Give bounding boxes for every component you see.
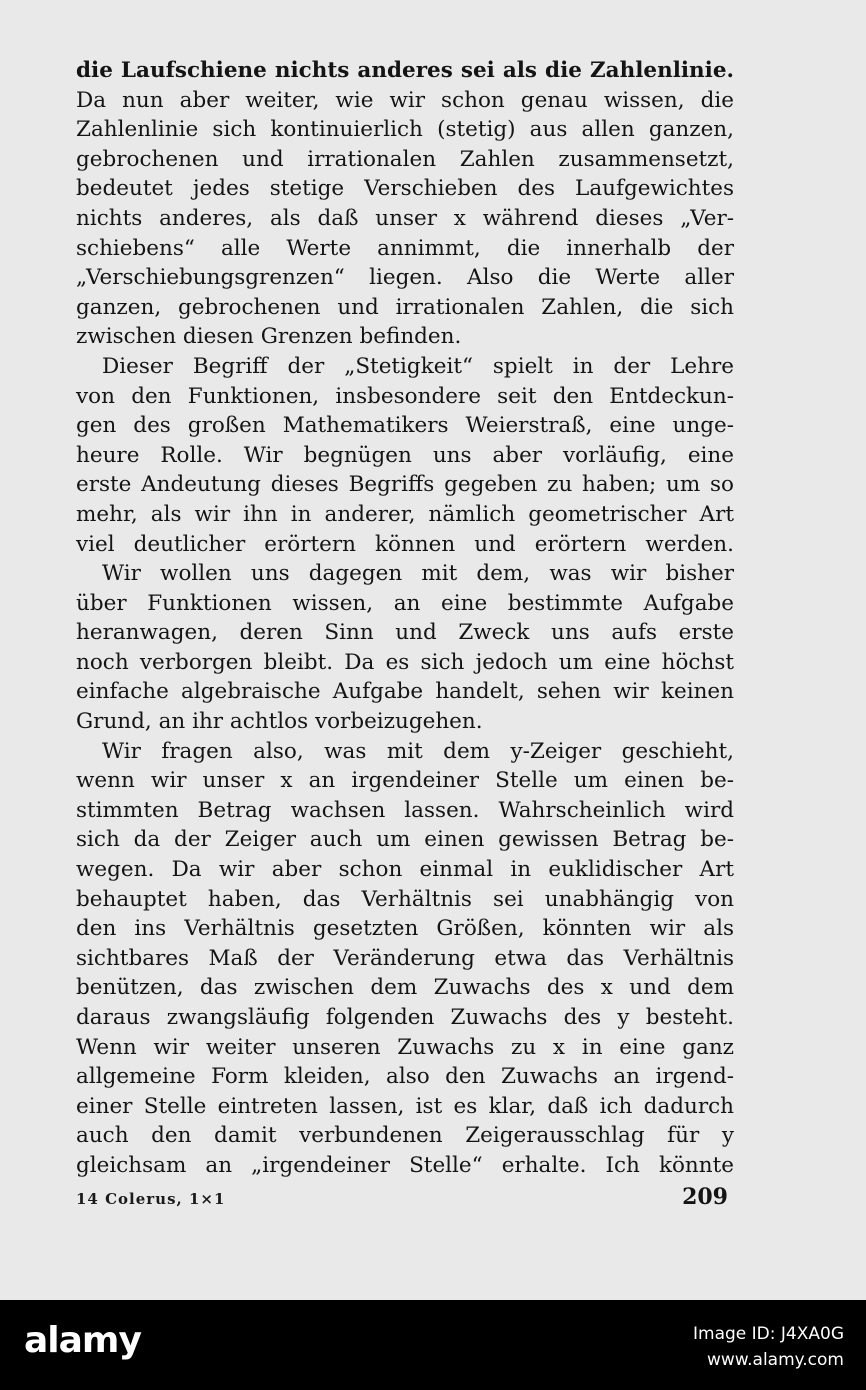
text-line: heranwagen, deren Sinn und Zweck uns aufs erste (76, 620, 734, 646)
text-line: sich da der Zeiger auch um einen gewissen Betrag be- (76, 827, 734, 853)
text-line: stimmten Betrag wachsen lassen. Wahrscheinlich wird (76, 797, 734, 823)
text-line: benützen, das zwischen dem Zuwachs des x und dem (76, 975, 734, 1001)
text-line: den ins Verhältnis gesetzten Größen, könnten wir als (76, 916, 734, 942)
text-line: Zahlenlinie sich kontinuierlich (stetig) aus allen ganzen, (76, 117, 734, 143)
watermark-logo: alamy (24, 1320, 141, 1361)
text-line: mehr, als wir ihn in anderer, nämlich geometrischer Art (76, 501, 734, 527)
text-line: Wir fragen also, was mit dem y-Zeiger geschieht, (102, 738, 734, 764)
text-line: gleichsam an „irgendeiner Stelle“ erhalte. Ich könnte (76, 1152, 734, 1178)
watermark-site: www.alamy.com (706, 1350, 844, 1370)
text-line: noch verborgen bleibt. Da es sich jedoch um eine höchst (76, 649, 734, 675)
page-number: 209 (682, 1184, 728, 1210)
text-line: heure Rolle. Wir begnügen uns aber vorläufig, eine (76, 442, 734, 468)
body-text (76, 56, 734, 1181)
text-line: Dieser Begriff der „Stetigkeit“ spielt in der Lehre (102, 353, 734, 379)
text-line: die Laufschiene nichts anderes sei als die Zahlenlinie. (76, 58, 734, 83)
text-line: einer Stelle eintreten lassen, ist es klar, daß ich dadurch (76, 1093, 734, 1119)
text-line: Wenn wir weiter unseren Zuwachs zu x in eine ganz (76, 1034, 734, 1060)
text-line: auch den damit verbundenen Zeigerausschlag für y (76, 1123, 734, 1149)
text-line: einfache algebraische Aufgabe handelt, sehen wir keinen (76, 679, 734, 705)
text-line: bedeutet jedes stetige Verschieben des Laufgewichtes (76, 176, 734, 202)
text-line: Grund, an ihr achtlos vorbeizugehen. (76, 709, 483, 735)
text-line: behauptet haben, das Verhältnis sei unabhängig von (76, 886, 734, 912)
text-line: wegen. Da wir aber schon einmal in euklidischer Art (76, 857, 734, 883)
text-line: von den Funktionen, insbesondere seit den Entdeckun- (76, 383, 734, 409)
text-line: wenn wir unser x an irgendeiner Stelle um einen be- (76, 768, 734, 794)
text-line: viel deutlicher erörtern können und erörtern werden. (76, 531, 734, 557)
text-line: ganzen, gebrochenen und irrationalen Zahlen, die sich (76, 294, 734, 320)
text-line: zwischen diesen Grenzen befinden. (76, 324, 462, 350)
text-line: nichts anderes, als daß unser x während dieses „Ver- (76, 205, 734, 231)
watermark-image-id: Image ID: J4XA0G (693, 1324, 844, 1344)
footer-signature: 14 Colerus, 1×1 (76, 1190, 226, 1208)
text-line: „Verschiebungsgrenzen“ liegen. Also die Werte aller (76, 265, 734, 291)
text-line: sichtbares Maß der Veränderung etwa das Verhältnis (76, 945, 734, 971)
text-line: allgemeine Form kleiden, also den Zuwachs an irgend- (76, 1064, 734, 1090)
text-line: Wir wollen uns dagegen mit dem, was wir bisher (102, 561, 734, 587)
text-line: schiebens“ alle Werte annimmt, die innerhalb der (76, 235, 734, 261)
text-line: erste Andeutung dieses Begriffs gegeben zu haben; um so (76, 472, 734, 498)
text-line: daraus zwangsläufig folgenden Zuwachs des y besteht. (76, 1005, 734, 1030)
text-line: Da nun aber weiter, wie wir schon genau wissen, die (76, 87, 734, 113)
text-line: über Funktionen wissen, an eine bestimmte Aufgabe (76, 590, 734, 616)
text-line: gebrochenen und irrationalen Zahlen zusammensetzt, (76, 146, 734, 172)
text-line: gen des großen Mathematikers Weierstraß, eine unge- (76, 413, 734, 439)
